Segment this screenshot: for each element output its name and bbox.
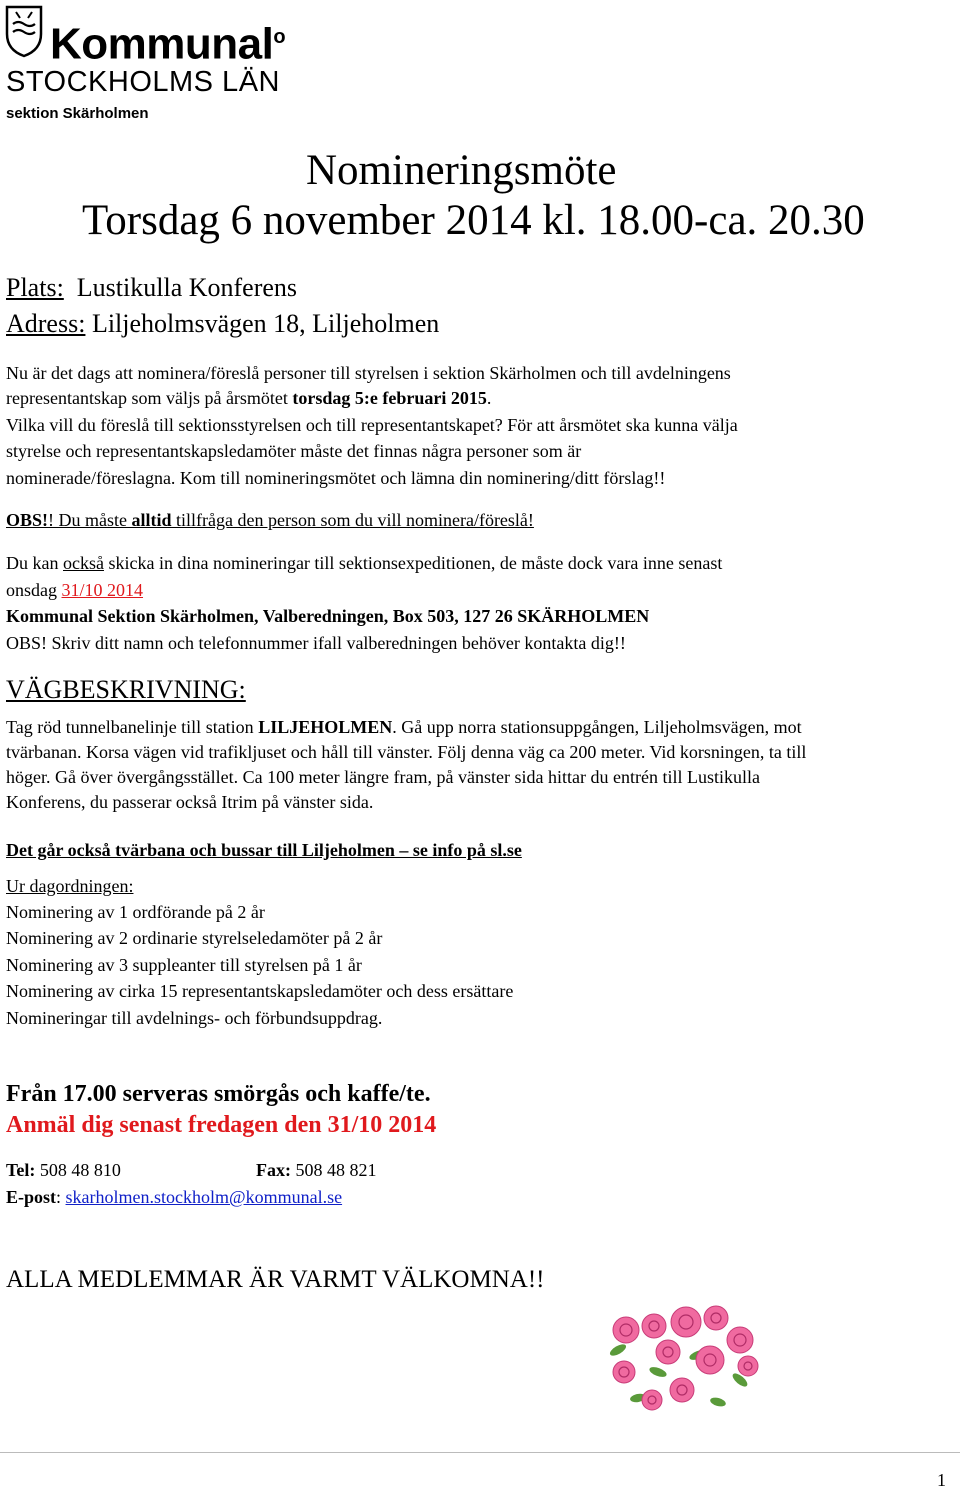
meeting-datetime: Torsdag 6 november 2014 kl. 18.00-ca. 20.30 bbox=[82, 197, 865, 244]
logo-region: STOCKHOLMS LÄN bbox=[6, 66, 280, 98]
intro-line-5: nominerade/föreslagna. Kom till nomineringsmötet och lämna din nominering/ditt förslag!! bbox=[6, 468, 666, 488]
agenda-item: Nominering av 2 ordinarie styrelseledamöter på 2 år bbox=[6, 928, 383, 948]
fax-line: Fax: 508 48 821 bbox=[256, 1160, 377, 1180]
send-line-4: OBS! Skriv ditt namn och telefonnummer ifall valberedningen behöver kontakta dig!! bbox=[6, 633, 626, 653]
address-line bbox=[6, 308, 439, 340]
directions-line-2: tvärbanan. Korsa vägen vid trafikljuset och håll till vänster. Följ denna väg ca 200 meter. Vid korsningen, ta till bbox=[6, 742, 807, 762]
roses-image bbox=[598, 1300, 768, 1420]
food-notice: Från 17.00 serveras smörgås och kaffe/te. bbox=[6, 1081, 431, 1107]
directions-line-4: Konferens, du passerar också Itrim på vänster sida. bbox=[6, 792, 374, 812]
directions-line-1: Tag röd tunnelbanelinje till station LILJEHOLMEN. Gå upp norra stationsuppgången, Liljeholmsvägen, mot bbox=[6, 717, 802, 737]
phone-line: Tel: 508 48 810 bbox=[6, 1160, 121, 1180]
place-label: Plats: bbox=[6, 273, 64, 302]
transit-info: Det går också tvärbana och bussar till Liljeholmen – se info på sl.se bbox=[6, 840, 522, 860]
registration-deadline: Anmäl dig senast fredagen den 31/10 2014 bbox=[6, 1112, 437, 1138]
kommunal-logo bbox=[4, 2, 330, 124]
intro-line-3: Vilka vill du föreslå till sektionsstyrelsen och till representantskapet? För att årsmötet ska kunna välja bbox=[6, 415, 738, 435]
agenda-item: Nominering av cirka 15 representantskapsledamöter och dess ersättare bbox=[6, 981, 514, 1001]
shield-icon bbox=[4, 4, 44, 58]
send-line-1: Du kan också skicka in dina nomineringar till sektionsexpeditionen, de måste dock vara inne senast bbox=[6, 553, 723, 573]
page-number: 1 bbox=[937, 1470, 946, 1490]
logo-brand: Kommunal$^o$ bbox=[50, 19, 286, 69]
directions-heading: VÄGBESKRIVNING: bbox=[6, 675, 246, 704]
agenda-item: Nomineringar till avdelnings- och förbundsuppdrag. bbox=[6, 1008, 383, 1028]
logo-section: sektion Skärholmen bbox=[6, 105, 149, 122]
postal-address: Kommunal Sektion Skärholmen, Valberedningen, Box 503, 127 26 SKÄRHOLMEN bbox=[6, 606, 650, 626]
address-value: Liljeholmsvägen 18, Liljeholmen bbox=[91, 309, 440, 338]
phone-number: 508 48 810 bbox=[39, 1160, 121, 1180]
agenda-item: Nominering av 3 suppleanter till styrelsen på 1 år bbox=[6, 955, 362, 975]
agenda-heading: Ur dagordningen: bbox=[6, 876, 134, 896]
email-line: E-post: skarholmen.stockholm@kommunal.se bbox=[6, 1187, 343, 1207]
email-link[interactable]: skarholmen.stockholm@kommunal.se bbox=[65, 1187, 343, 1207]
fax-number: 508 48 821 bbox=[295, 1160, 377, 1180]
welcome-message: ALLA MEDLEMMAR ÄR VARMT VÄLKOMNA!! bbox=[6, 1266, 545, 1293]
intro-line-2: representantskap som väljs på årsmötet torsdag 5:e februari 2015. bbox=[6, 388, 492, 408]
footer-divider bbox=[0, 1452, 960, 1453]
agenda-item: Nominering av 1 ordförande på 2 år bbox=[6, 902, 265, 922]
deadline-date: 31/10 2014 bbox=[61, 580, 144, 600]
place-value: Lustikulla Konferens bbox=[76, 273, 298, 302]
place-line bbox=[6, 272, 297, 304]
send-line-2: onsdag 31/10 2014 bbox=[6, 580, 144, 600]
address-label: Adress: bbox=[6, 309, 86, 338]
page-title: Nomineringsmöte bbox=[306, 147, 617, 194]
intro-line-1: Nu är det dags att nominera/föreslå personer till styrelsen i sektion Skärholmen och till avdelningens bbox=[6, 363, 731, 383]
obs-notice: OBS!! Du måste alltid tillfråga den person som du vill nominera/föreslå! bbox=[6, 510, 534, 530]
annual-meeting-date: torsdag 5:e februari 2015 bbox=[292, 388, 487, 408]
intro-line-4: styrelse och representantskapsledamöter måste det finnas några personer som är bbox=[6, 441, 582, 461]
directions-line-3: höger. Gå över övergångsstället. Ca 100 meter längre fram, på vänster sida hittar du entrén till Lustikulla bbox=[6, 767, 760, 787]
